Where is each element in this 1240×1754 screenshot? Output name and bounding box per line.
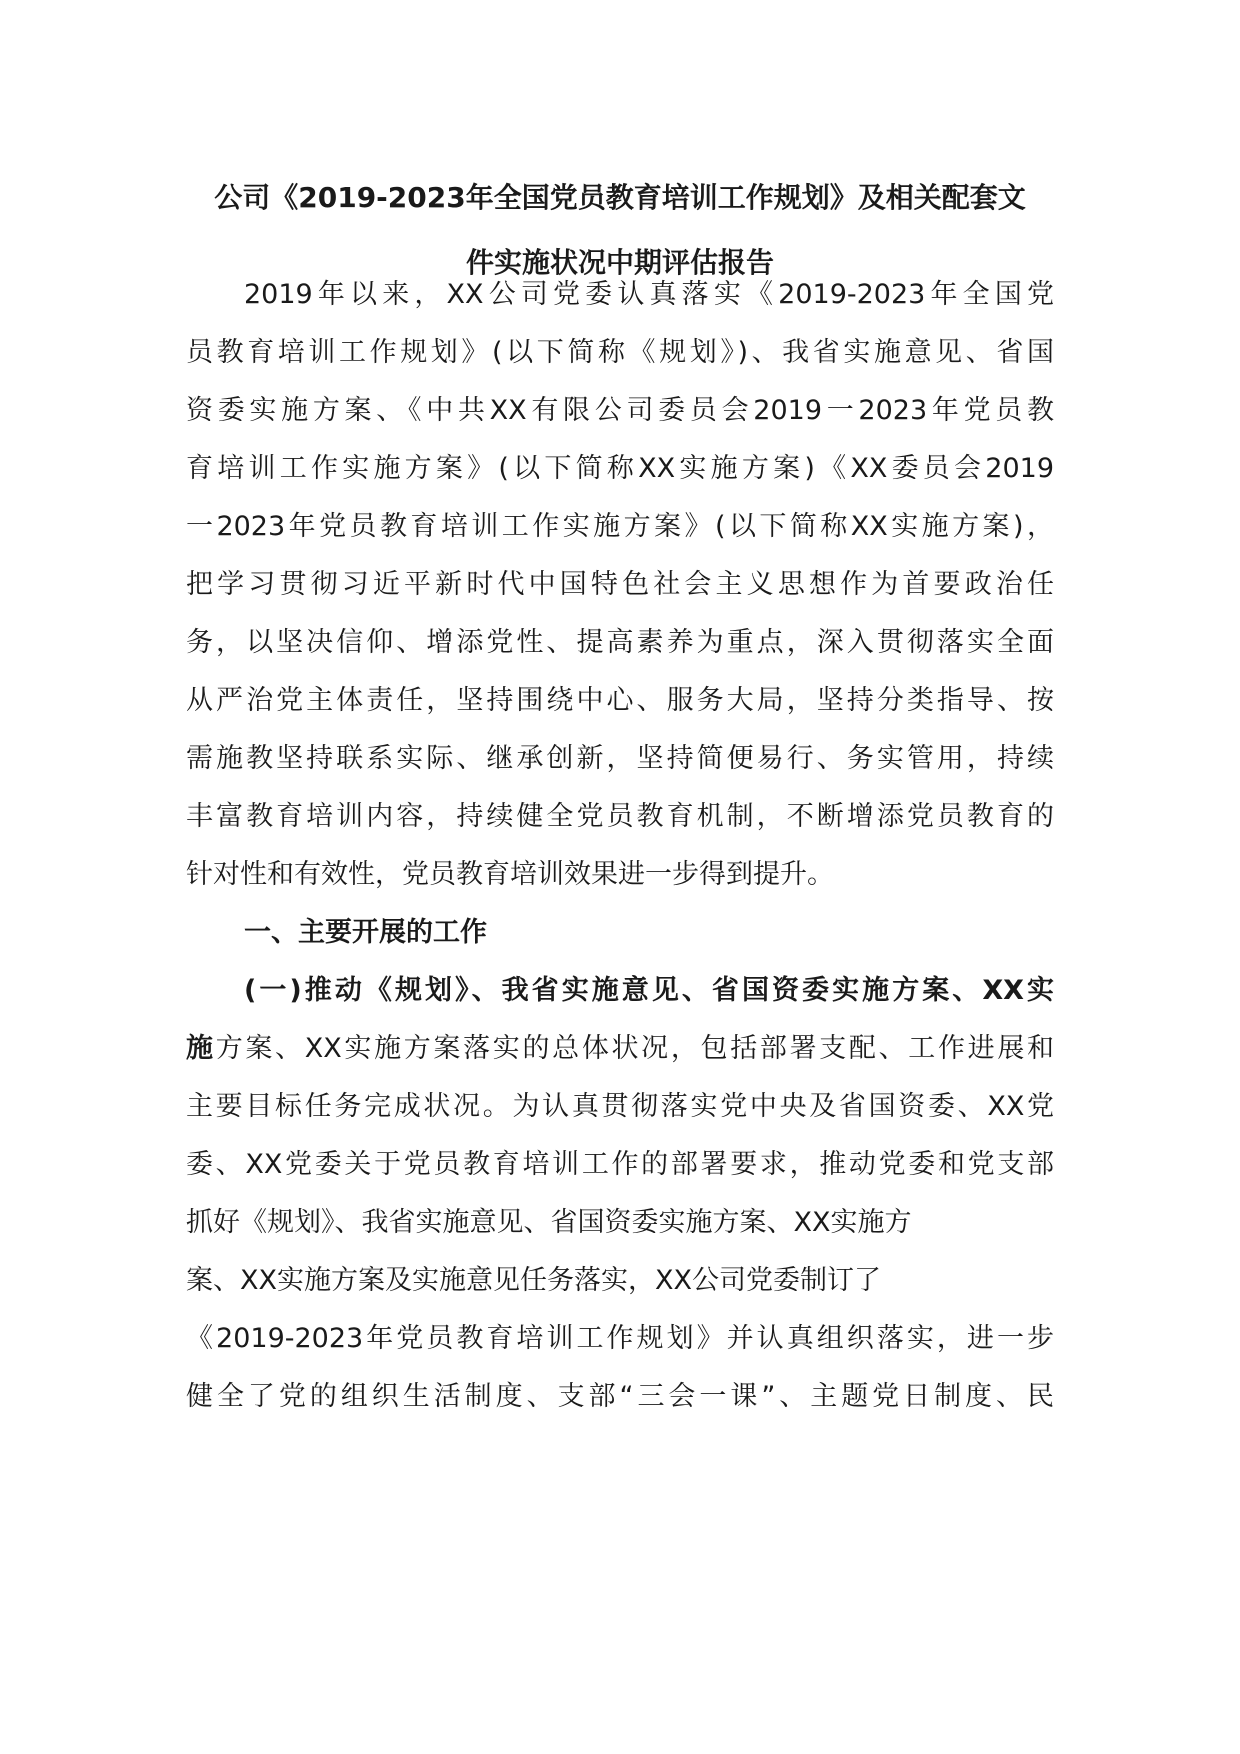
document-title-line-2: 件实施状况中期评估报告 [465, 246, 774, 279]
subsection-line [186, 1031, 1054, 1067]
subsection-line-text: 方案、XX实施方案落实的总体状况，包括部署支配、工作进展和 [215, 1033, 1055, 1064]
section-heading: 一、主要开展的工作 [244, 917, 487, 948]
intro-line: 从严治党主体责任，坚持围绕中心、服务大局，坚持分类指导、按 [186, 685, 1054, 716]
intro-line: 员教育培训工作规划》(以下简称《规划》)、我省实施意见、省国 [186, 337, 1054, 368]
document-title-line-1: 公司《2019-2023年全国党员教育培训工作规划》及相关配套文 [214, 181, 1026, 214]
intro-line: 一2023年党员教育培训工作实施方案》(以下简称XX实施方案)， [186, 511, 1054, 542]
subsection-line: 案、XX实施方案及实施意见任务落实，XX公司党委制订了 [186, 1265, 881, 1296]
intro-line: 2019年以来，XX公司党委认真落实《2019-2023年全国党 [244, 279, 1054, 310]
intro-line: 需施教坚持联系实际、继承创新，坚持简便易行、务实管用，持续 [186, 743, 1054, 774]
subsection-line: 主要目标任务完成状况。为认真贯彻落实党中央及省国资委、XX党 [186, 1091, 1054, 1122]
intro-line: 丰富教育培训内容，持续健全党员教育机制，不断增添党员教育的 [186, 801, 1054, 832]
intro-line: 务，以坚决信仰、增添党性、提高素养为重点，深入贯彻落实全面 [186, 627, 1054, 658]
subsection-bold-prefix: 施 [186, 1033, 216, 1064]
subsection-line: 《2019-2023年党员教育培训工作规划》并认真组织落实，进一步 [186, 1323, 1054, 1354]
subsection-line: 抓好《规划》、我省实施意见、省国资委实施方案、XX实施方 [186, 1207, 912, 1238]
intro-line: 把学习贯彻习近平新时代中国特色社会主义思想作为首要政治任 [186, 569, 1054, 600]
subsection-line: 健全了党的组织生活制度、支部“三会一课”、主题党日制度、民 [186, 1381, 1054, 1412]
intro-line: 资委实施方案、《中共XX有限公司委员会2019一2023年党员教 [186, 395, 1054, 426]
subsection-line: 委、XX党委关于党员教育培训工作的部署要求，推动党委和党支部 [186, 1149, 1054, 1180]
subsection-heading: (一)推动《规划》、我省实施意见、省国资委实施方案、XX实 [244, 975, 1054, 1006]
intro-line: 育培训工作实施方案》(以下简称XX实施方案)《XX委员会2019 [186, 453, 1054, 484]
intro-line: 针对性和有效性，党员教育培训效果进一步得到提升。 [186, 859, 834, 890]
